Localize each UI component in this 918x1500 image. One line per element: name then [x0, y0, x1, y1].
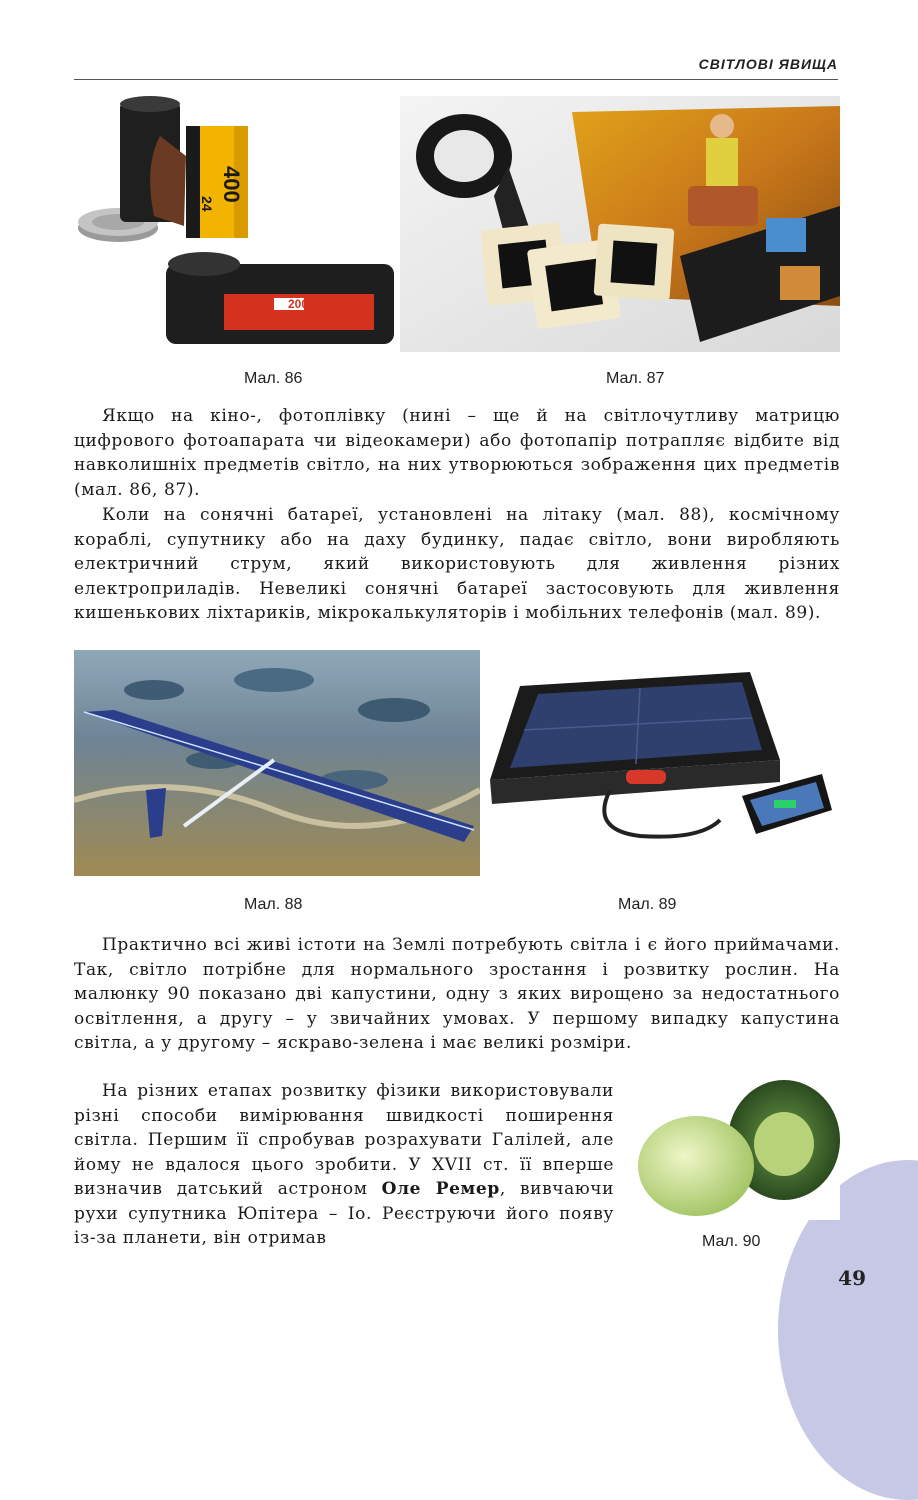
film-label-24: 24 [199, 196, 215, 212]
paragraph-speed-of-light [74, 1079, 614, 1251]
figure-86-caption: Мал. 86 [244, 370, 303, 387]
figure-89-image [480, 650, 840, 876]
figure-86-image [74, 96, 400, 352]
film-label-200: 200 [288, 297, 309, 311]
page-number: 49 [838, 1266, 866, 1290]
figure-89-caption: Мал. 89 [618, 896, 677, 913]
figure-87-image [400, 96, 840, 352]
section-title: СВІТЛОВІ ЯВИЩА [698, 56, 838, 72]
paragraph-speed-start: На різних етапах розвитку фізики використовували різні способи вимірювання швидкості поширення світла. Першим її спробував розрахувати Галілей, але йому не вдалося цього зробити. У XVII ст. її вперше визначив датський астроном [74, 1081, 614, 1199]
figure-90-caption: Мал. 90 [702, 1233, 761, 1250]
header-divider [74, 79, 838, 80]
paragraph-solar: Коли на сонячні батареї, установлені на літаку (мал. 88), космічному кораблі, супутнику або на даху будинку, падає світло, вони виробляють електричний струм, який використовують для живлення різних електроприладів. Невеликі сонячні батареї застосовують для живлення кишенькових ліхтариків, мікрокалькуляторів і мобільних телефонів (мал. 89). [74, 505, 840, 623]
film-label-400: 400 [219, 166, 244, 203]
paragraph-speed-end: , вивчаючи рухи супутника Юпітера – Іо. Реєструючи його появу із-за планети, він отримав [74, 1179, 614, 1248]
figure-90-image [634, 1070, 840, 1220]
paragraph-film: Якщо на кіно-, фотоплівку (нині – ще й на світлочутливу матрицю цифрового фотоапарата чи відеокамери) або фотопапір потрапляє відбите від навколишніх предметів світло, на них утворюються зображення цих предметів (мал. 86, 87). [74, 406, 840, 500]
figure-88-caption: Мал. 88 [244, 896, 303, 913]
figure-88-image [74, 650, 480, 876]
figure-87-caption: Мал. 87 [606, 370, 665, 387]
astronomer-name: Оле Ремер [381, 1179, 500, 1199]
paragraph-living-beings: Практично всі живі істоти на Землі потребують світла і є його приймачами. Так, світло потрібне для нормального зростання і розвитку рослин. На малюнку 90 показано дві капустини, одну з яких вирощено за недостатнього освітлення, а другу – у звичайних умовах. У першому випадку капустина світла, а у другому – яскраво-зелена і має великі розміри. [74, 935, 840, 1053]
